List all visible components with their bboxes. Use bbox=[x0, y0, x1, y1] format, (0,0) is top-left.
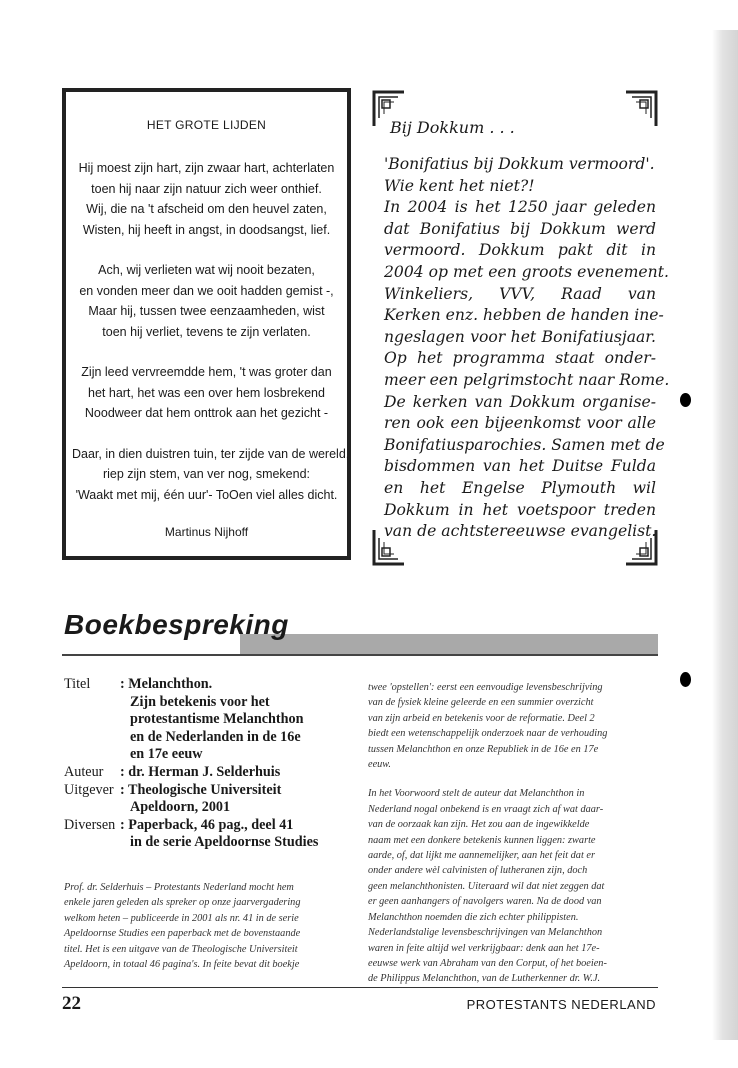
book-info-label: Auteur bbox=[64, 763, 104, 780]
book-info bbox=[64, 676, 318, 852]
dokkum-line: 'Bonifatius bij Dokkum vermoord'. bbox=[384, 155, 655, 173]
dokkum-box bbox=[370, 88, 670, 568]
poem-title: HET GROTE LIJDEN bbox=[146, 118, 267, 132]
text-line: onder andere wèl calvinisten of lutheranen zijn, doch bbox=[368, 865, 588, 877]
dokkum-line: Winkeliers, VVV, Raad van bbox=[384, 284, 656, 303]
poem-line: Daar, in dien duistren tuin, ter zijde van de wereld, bbox=[72, 446, 350, 461]
dokkum-line: en het Engelse Plymouth wil bbox=[384, 478, 656, 497]
page-edge-shadow bbox=[712, 30, 738, 1040]
text-line: tussen Melanchthon en onze Republiek in de 16e en 17e bbox=[368, 743, 599, 755]
book-info-row bbox=[64, 817, 318, 852]
poem-line: Wisten, hij heeft in angst, in doodsangst, lief. bbox=[82, 222, 331, 237]
section-title: Boekbespreking bbox=[64, 609, 289, 640]
book-info-row bbox=[64, 764, 318, 782]
poem-line: Maar hij, tussen twee eenzaamheden, wist bbox=[88, 304, 325, 318]
publication-name: PROTESTANTS NEDERLAND bbox=[466, 997, 656, 1012]
book-info-label: Titel bbox=[64, 676, 91, 692]
dokkum-line: van de achtstereeuwse evangelist. bbox=[384, 522, 657, 541]
poem-line: 'Waakt met mij, één uur'- ToOen viel alles dicht. bbox=[75, 487, 338, 502]
dokkum-line: In 2004 is het 1250 jaar geleden bbox=[384, 198, 656, 217]
dokkum-line: Dokkum in het voetspoor treden bbox=[384, 500, 656, 519]
poem-line: toen hij verliet, tevens te zijn verlaten. bbox=[102, 324, 311, 339]
book-misc-line: : Paperback, 46 pag., deel 41 bbox=[120, 816, 294, 833]
poem-box bbox=[62, 88, 351, 560]
poem-author: Martinus Nijhoff bbox=[164, 525, 249, 539]
book-info-row bbox=[64, 676, 318, 764]
book-author: : dr. Herman J. Selderhuis bbox=[120, 763, 281, 780]
text-line: eeuw. bbox=[368, 759, 391, 771]
poem-stanza bbox=[72, 260, 341, 342]
text-line: Prof. dr. Selderhuis – Protestants Nederland mocht hem bbox=[64, 882, 294, 893]
dokkum-line: De kerken van Dokkum organise- bbox=[384, 392, 656, 411]
scan-punch-hole bbox=[680, 393, 691, 407]
poem-line: Noodweer dat hem onttrok aan het gezicht - bbox=[84, 406, 329, 420]
book-info-label: Diversen bbox=[64, 816, 116, 833]
text-line: Melanchthon noemden die zich echter philippisten. bbox=[368, 911, 579, 923]
dokkum-heading: Bij Dokkum . . . bbox=[390, 118, 515, 137]
book-publisher-line: : Theologische Universiteit bbox=[120, 781, 282, 798]
book-title-line: en de Nederlanden in de 16e bbox=[130, 728, 301, 745]
text-line: van de oorzaak kan zijn. Het zou aan de ingewikkelde bbox=[368, 819, 590, 831]
dokkum-line: Op het programma staat onder- bbox=[384, 349, 656, 368]
poem-line: het hart, het was een over hem losbrekend bbox=[88, 385, 325, 400]
scan-punch-hole bbox=[680, 672, 691, 687]
text-line: Apeldoornse Studies een paperback met de bovenstaande bbox=[64, 928, 301, 940]
text-line: de Philippus Melanchthon, van de Lutherkenner dr. W.J. bbox=[368, 973, 601, 985]
dokkum-line: Kerken enz. hebben de handen ine- bbox=[384, 306, 664, 325]
book-info-label: Uitgever bbox=[64, 781, 114, 798]
dokkum-line: ngeslagen voor het Bonifatiusjaar. bbox=[384, 327, 656, 346]
section-rule bbox=[62, 654, 658, 656]
text-line: Nederlandstalige levensbeschrijvingen van Melanchthon bbox=[368, 927, 603, 939]
text-line: waren in feite altijd wel verkrijgbaar: denk aan het 17e- bbox=[368, 942, 600, 954]
book-misc-line: in de serie Apeldoornse Studies bbox=[130, 834, 319, 851]
dokkum-line: bisdommen van het Duitse Fulda bbox=[384, 457, 656, 476]
poem-stanza bbox=[72, 444, 350, 506]
book-title-line: protestantisme Melanchthon bbox=[130, 711, 304, 728]
dokkum-line: Wie kent het niet?! bbox=[384, 176, 535, 195]
poem-line: en vonden meer dan we ooit hadden gemist -, bbox=[79, 283, 334, 298]
review-text-left bbox=[64, 880, 340, 972]
poem-line: riep zijn stem, van ver nog, smekend: bbox=[102, 467, 311, 481]
book-publisher-line: Apeldoorn, 2001 bbox=[130, 799, 231, 816]
text-line: van zijn arbeid en betekenis voor de reformatie. Deel 2 bbox=[368, 712, 595, 724]
text-line: van de fysiek kleine geleerde en een summier overzicht bbox=[368, 697, 594, 709]
text-line: welkom heten – publiceerde in 2001 als nr. 41 in de serie bbox=[64, 912, 299, 924]
text-line: In het Voorwoord stelt de auteur dat Melanchthon in bbox=[368, 788, 585, 800]
section-title-bar bbox=[240, 634, 658, 654]
text-line: twee 'opstellen': eerst een eenvoudige levensbeschrijving bbox=[368, 682, 603, 693]
text-line: biedt een wetenschappelijk onderzoek naar de verhouding bbox=[368, 728, 608, 740]
book-info-row bbox=[64, 782, 318, 817]
poem-line: Ach, wij verlieten wat wij nooit bezaten, bbox=[98, 263, 315, 277]
book-info-value bbox=[120, 676, 304, 764]
dokkum-line: 2004 op met een groots evenement. bbox=[384, 262, 669, 281]
book-info-value bbox=[120, 782, 281, 817]
review-text-right bbox=[368, 680, 658, 987]
book-title-line: : Melanchthon. bbox=[120, 676, 213, 692]
corner-ornament-top-right bbox=[624, 88, 660, 128]
poem-line: Zijn leed vervreemdde hem, 't was groter dan bbox=[81, 365, 332, 379]
text-line: naam met een donkere betekenis kunnen liggen: zwarte bbox=[368, 834, 596, 846]
footer-rule bbox=[62, 987, 658, 988]
book-info-value bbox=[120, 764, 280, 782]
dokkum-line: dat Bonifatius bij Dokkum werd bbox=[384, 219, 656, 238]
text-line: Apeldoorn, in totaal 46 pagina's. In feite bevat dit boekje bbox=[64, 959, 300, 971]
dokkum-line: meer een pelgrimstocht naar Rome. bbox=[384, 370, 670, 389]
dokkum-line: vermoord. Dokkum pakt dit in bbox=[384, 241, 656, 260]
text-line: eeuwse werk van Abraham van den Corput, of het boeien- bbox=[368, 957, 607, 969]
poem-stanza bbox=[72, 362, 341, 424]
dokkum-line: Bonifatiusparochies. Samen met de bbox=[384, 435, 665, 454]
dokkum-line: ren ook een bijeenkomst voor alle bbox=[384, 414, 656, 433]
poem-stanza bbox=[72, 158, 341, 240]
text-line: aarde, of, dat lijkt me aannemelijker, aan het feit dat er bbox=[368, 850, 595, 862]
page-number: 22 bbox=[62, 993, 81, 1014]
book-info-value bbox=[120, 817, 318, 852]
book-title-line: en 17e eeuw bbox=[130, 746, 203, 763]
text-line: Nederland nogal onbekend is en vraagt zich af wat daar- bbox=[368, 803, 604, 815]
text-line: er geen aanhangers of navolgers waren. Na de dood van bbox=[368, 896, 602, 908]
text-line: enkele jaren geleden als spreker op onze jaarvergadering bbox=[64, 897, 301, 909]
poem-line: Hij moest zijn hart, zijn zwaar hart, achterlaten bbox=[78, 161, 335, 175]
dokkum-text bbox=[384, 154, 670, 543]
text-line: titel. Het is een uitgave van de Theologische Universiteit bbox=[64, 943, 298, 955]
poem-line: toen hij naar zijn natuur zich weer onthief. bbox=[91, 181, 322, 196]
poem-line: Wij, die na 't afscheid om den heuvel zaten, bbox=[86, 202, 327, 216]
book-title-line: Zijn betekenis voor het bbox=[130, 693, 270, 710]
text-line: geen melanchthonisten. Uiteraard wil dat niet zeggen dat bbox=[368, 880, 605, 892]
